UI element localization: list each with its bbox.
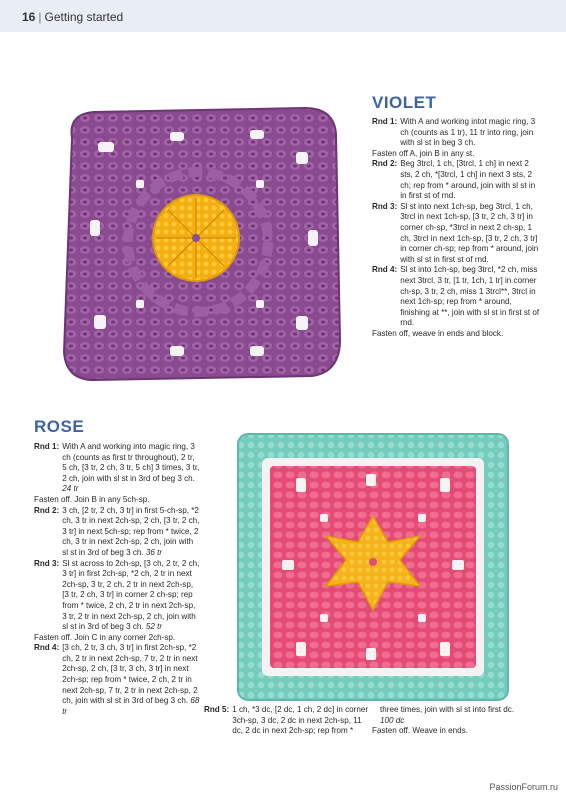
violet-pattern — [372, 117, 542, 339]
watermark: PassionForum.ru — [489, 782, 558, 792]
violet-square-photo — [50, 100, 350, 390]
rose-round-5: Rnd 5: 1 ch, *3 dc, [2 dc, 1 ch, 2 dc] in corner 3ch-sp, 3 dc, 2 dc in next 2ch-sp, 11 dc, 2 dc in next 2ch-sp; rep from * — [204, 705, 369, 736]
rose-note-2: Fasten off. Join C in any corner 2ch-sp. — [34, 632, 176, 642]
violet-note-1: Fasten off A, join B in any st. — [372, 148, 475, 158]
rose-round-2: Rnd 2: 3 ch, [2 tr, 2 ch, 3 tr] in first 5-ch-sp, *2 ch, 3 tr in next 2ch-sp, 2 ch, [3 tr, 2 ch, 3 tr] in next 5ch-sp; rep from * twice, 2 ch, 3 tr in next 2ch-sp, 2 ch, join with sl st in 3rd of beg 3 ch. 36 tr — [34, 505, 200, 557]
violet-note-2: Fasten off, weave in ends and block. — [372, 328, 504, 338]
violet-round-2: Rnd 2: Beg 3trcl, 1 ch, [3trcl, 1 ch] in next 2 sts, 2 ch, *[3trcl, 1 ch] in next 3 sts, 2 ch; rep from * around, join with sl st in in first st of rnd. — [372, 159, 536, 201]
header-separator: | — [38, 10, 42, 24]
violet-title: VIOLET — [372, 93, 437, 112]
rose-note-1: Fasten off. Join B in any 5ch-sp. — [34, 494, 150, 504]
page-number: 16 — [22, 10, 36, 24]
rose-pattern-column-1 — [34, 442, 200, 717]
violet-round-3: Rnd 3: Sl st into next 1ch-sp, beg 3trcl, 1 ch, 3trcl in next 1ch-sp, [3 tr, 2 ch, 3 tr] in corner ch-sp, *3trcl in next 2 ch-sp, 1 ch, 3trcl in next 1ch-sp, [3 tr, 2 ch, 3 tr] in corner ch-sp; rep from * around, join with sl st in first st of rnd. — [372, 201, 539, 264]
rose-title: ROSE — [34, 417, 85, 436]
violet-round-1: Rnd 1: With A and working intot magic ring, 3 ch (counts as 1 tr), 11 tr into ring, join with sl st in beg 3 ch. — [372, 117, 536, 148]
running-header — [22, 10, 123, 24]
rose-round-3: Rnd 3: Sl st across to 2ch-sp, [3 ch, 2 tr, 2 ch, 3 tr] in first 2ch-sp, *2 ch, 2 tr in next 2ch-sp, 3 tr, 2 ch, 2 tr in next 2ch-sp, [3 tr, 2 ch, 3 tr] in corner 2 ch-sp; rep from * twice, 2 ch, 2 tr in next 2ch-sp, 3 tr, 2 tr in next 2ch-sp, 2 ch, join with sl st in 3rd of beg 3 ch. 52 tr — [34, 558, 200, 632]
rose-square-photo — [236, 430, 512, 706]
chapter-title: Getting started — [44, 10, 124, 24]
rose-round-5-continued: three times, join with sl st into first dc. 100 dc Fasten off. Weave in ends. — [372, 705, 515, 736]
rose-round-1: Rnd 1: With A and working into magic ring, 3 ch (counts as first tr throughout), 2 tr, 5 ch, [3 tr, 2 ch, 3 tr, 5 ch] 3 times, 3 tr, 2 ch, join with sl st in 3rd of beg 3 ch. 24 tr — [34, 442, 200, 494]
violet-round-4: Rnd 4: Sl st into 1ch-sp, beg 3trcl, *2 ch, miss next 3trcl, 3 tr, [1 tr, 1ch, 1 tr] in corner ch-sp, 3 tr, 2 ch, miss 1 3trcl**, 3trcl in next 1ch-sp; rep from * around, finishing at **, join with sl st in first st of rnd. — [372, 265, 540, 328]
rose-round-4: Rnd 4: [3 ch, 2 tr, 3 ch, 3 tr] in first 2ch-sp, *2 ch, 2 tr in next 2ch-sp, 7 tr, 2 tr in next 2ch-sp, 2 ch, [3 tr, 3 ch, 3 tr] in next 2ch-sp; rep from * twice, 2 ch, 2 tr in next 2ch-sp, 7 tr, 2 tr in next 2ch-sp, 2 ch, join with sl st in 3rd of beg 3 ch. 68 tr — [34, 643, 200, 716]
